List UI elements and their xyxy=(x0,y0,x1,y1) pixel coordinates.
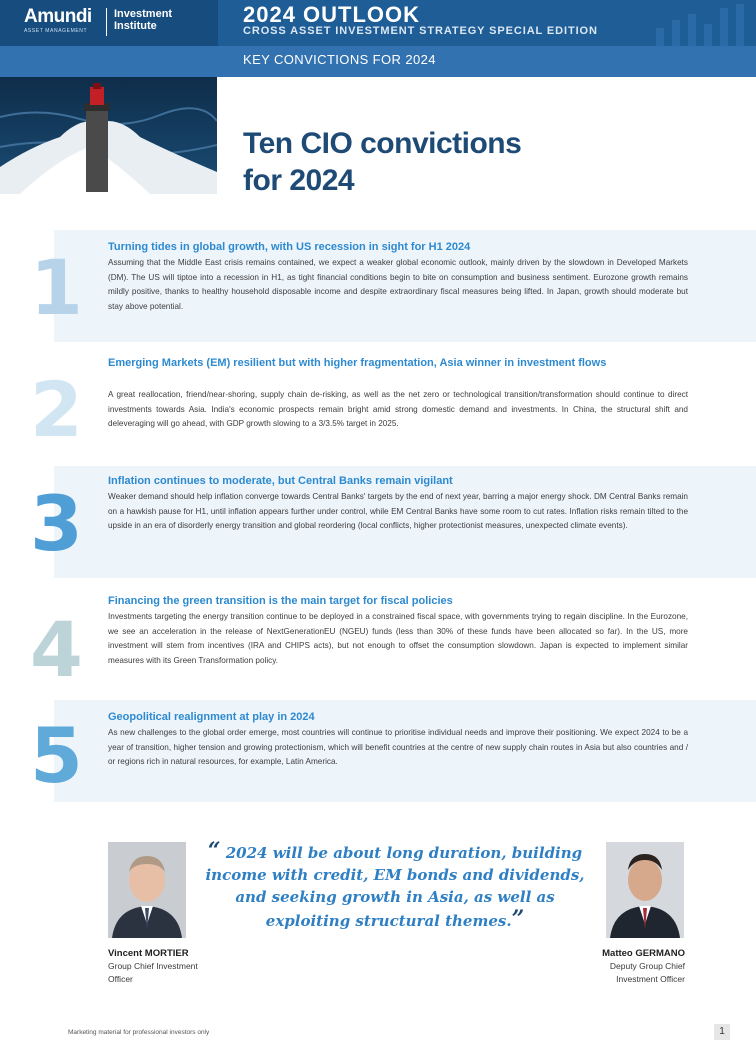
logo-divider xyxy=(106,8,107,36)
person-photo-1 xyxy=(108,842,186,938)
conviction-1-body: Assuming that the Middle East crisis remains contained, we expect a weaker global economic outlook, mainly driven by the slowdown in Developed Markets (DM). The US will tiptoe into a recession in H1, as tight financial conditions begin to bite on consumption and business sentiment. Eurozone growth remains mildly positive, thanks to healthy household disposable income and despite extraordinary fiscal measures being lifted. In Japan, growth should moderate but stay above potential. xyxy=(108,258,688,311)
person-1-role-line-2: Officer xyxy=(108,974,133,984)
outlook-subtitle: CROSS ASSET INVESTMENT STRATEGY SPECIAL EDITION xyxy=(243,25,598,37)
conviction-4-body: Investments targeting the energy transition continue to be deployed in a constrained fiscal space, with governments trying to regain discipline. In the Eurozone, we see an acceleration in the release of NextGenerationEU (NGEU) funds (less than 30% of these funds have been allocated so far). In the US, more investment will stem from incentives (IRA and CHIPS acts), but not enough to offset the consumption slowdown. Japan is expected to implement similar measures with its Green Transformation policy. xyxy=(108,612,688,665)
portrait-vincent-mortier xyxy=(108,842,186,938)
conviction-4-number: 4 xyxy=(30,605,83,694)
quote-close-mark: ” xyxy=(511,906,525,932)
institute-line-2: Institute xyxy=(114,20,157,32)
amundi-logo[interactable] xyxy=(0,0,218,46)
page-title xyxy=(243,125,521,199)
institute-line-1: Investment xyxy=(114,8,173,20)
person-2-role-line-1: Deputy Group Chief xyxy=(609,961,685,971)
conviction-3-number: 3 xyxy=(30,479,83,568)
person-2-role-line-2: Investment Officer xyxy=(616,974,685,984)
conviction-2-number: 2 xyxy=(30,365,83,454)
conviction-1-number: 1 xyxy=(30,243,83,332)
quote-open-mark: “ xyxy=(207,838,221,864)
outlook-title: 2024 OUTLOOK xyxy=(243,2,421,27)
cio-quote xyxy=(200,840,590,932)
conviction-2-heading: Emerging Markets (EM) resilient but with higher fragmentation, Asia winner in investment flows xyxy=(108,357,607,369)
quote-text: 2024 will be about long duration, building income with credit, EM bonds and dividends, and seeking growth in Asia, as well as exploiting structural themes. xyxy=(205,844,585,930)
conviction-5-number: 5 xyxy=(30,711,83,800)
person-2-role xyxy=(575,960,685,986)
conviction-3-heading: Inflation continues to moderate, but Central Banks remain vigilant xyxy=(108,475,453,487)
conviction-5-body: As new challenges to the global order emerge, most countries will continue to prioritise individual needs and improve their positioning. We expect 2024 to be a year of transition, higher tension and growing protectionism, which will benefit countries at the centre of new supply chain routes in Asia but also countries and / or regions rich in natural resources, for example, Latin America. xyxy=(108,728,688,767)
person-1-role-line-1: Group Chief Investment xyxy=(108,961,198,971)
page-title-line-1: Ten CIO convictions xyxy=(243,127,522,160)
section-label: KEY CONVICTIONS FOR 2024 xyxy=(243,52,436,67)
institute-label xyxy=(114,8,172,32)
conviction-3-body: Weaker demand should help inflation converge towards Central Banks' targets by the end of next year, barring a major energy shock. DM Central Banks remain on a hawkish pause for H1, until inflation appears further under control, while EM Central Banks have some room to cut rates. Inflation risks remain tilted to the upside in an era of disorderly energy transition and global reordering (local conflicts, higher protectionist measures, unexpected climate events). xyxy=(108,492,688,531)
person-1-name: Vincent MORTIER xyxy=(108,948,189,959)
footer-disclaimer: Marketing material for professional investors only xyxy=(68,1029,210,1036)
person-1-role xyxy=(108,960,198,986)
conviction-1-heading: Turning tides in global growth, with US recession in sight for H1 2024 xyxy=(108,241,471,253)
page-number: 1 xyxy=(714,1024,730,1040)
conviction-2-body: A great reallocation, friend/near-shoring, supply chain de-risking, as well as the net zero or technological transition/transformation should continue to direct investments towards Asia. India's economic prospects remain bright amid strong domestic demand and investments. In China, the structural shift and deleveraging will go ahead, with GDP growth slowing to a 3/3.5% target in 2025. xyxy=(108,390,688,429)
bar-graph-decoration xyxy=(646,0,756,46)
brand-tagline: ASSET MANAGEMENT xyxy=(24,28,88,34)
page-title-line-2: for 2024 xyxy=(243,164,355,197)
brand-name: Amundi xyxy=(24,6,92,27)
lighthouse-photo xyxy=(0,77,217,194)
person-photo-2 xyxy=(606,842,684,938)
person-2-name: Matteo GERMANO xyxy=(602,948,685,959)
portrait-matteo-germano xyxy=(606,842,684,938)
conviction-5-heading: Geopolitical realignment at play in 2024 xyxy=(108,711,315,723)
conviction-4-heading: Financing the green transition is the main target for fiscal policies xyxy=(108,595,453,607)
